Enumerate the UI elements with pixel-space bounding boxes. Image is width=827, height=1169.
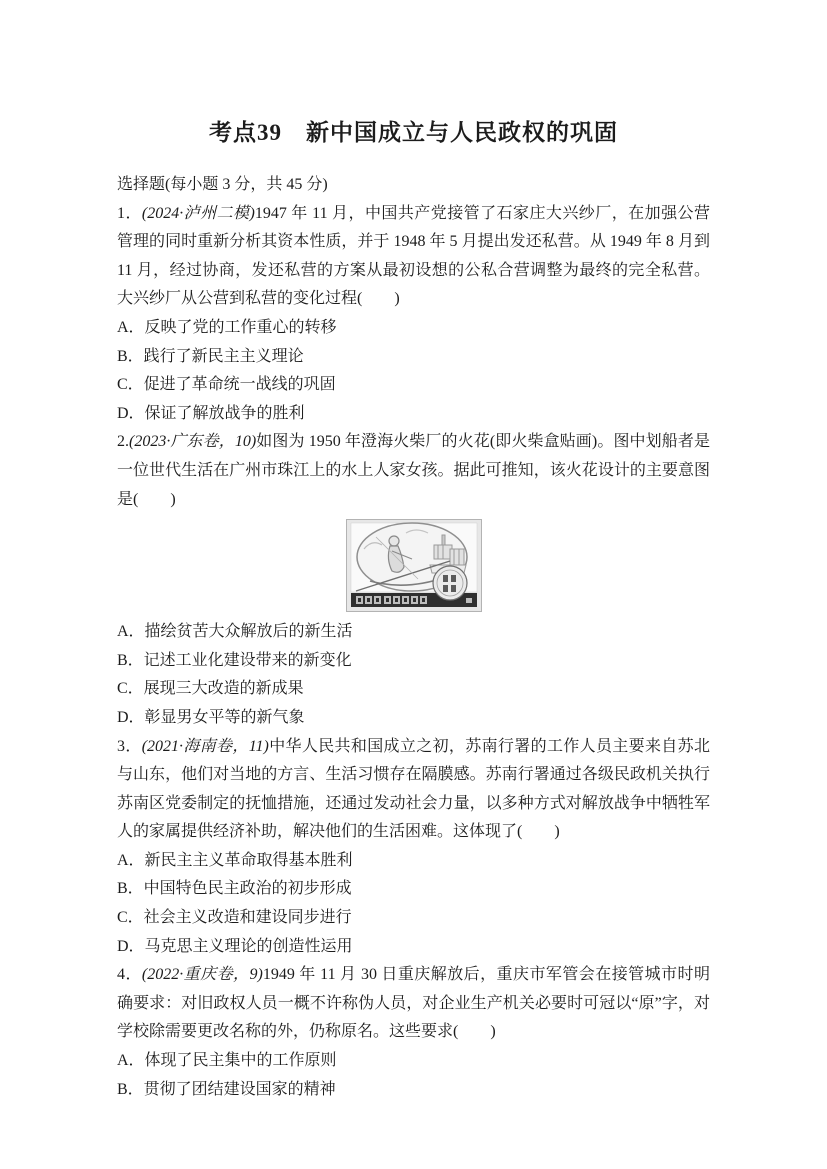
page-title: 考点39 新中国成立与人民政权的巩固 bbox=[209, 120, 618, 145]
question-2-option-a: A．描绘贫苦大众解放后的新生活 bbox=[117, 623, 353, 641]
question-3-number: 3． bbox=[117, 737, 142, 755]
seal-stamp bbox=[433, 566, 467, 600]
question-2-number: 2. bbox=[117, 433, 129, 451]
question-4-option-a: A．体现了民主集中的工作原则 bbox=[117, 1052, 337, 1070]
question-2-option-d: D．彰显男女平等的新气象 bbox=[117, 708, 305, 726]
question-4-option-b: B．贯彻了团结建设国家的精神 bbox=[117, 1080, 336, 1098]
question-2-option-b: B．记述工业化建设带来的新变化 bbox=[117, 651, 352, 669]
question-1-option-a: A．反映了党的工作重心的转移 bbox=[117, 318, 337, 336]
question-1-stem bbox=[117, 200, 710, 314]
question-3-option-d: D．马克思主义理论的创造性运用 bbox=[117, 937, 353, 955]
question-2-source: (2023·广东卷，10) bbox=[129, 433, 257, 451]
question-1-text: 1947 年 11 月，中国共产党接管了石家庄大兴纱厂，在加强公营管理的同时重新分析其资本性质，并于 1948 年 5 月提出发还私营。从 1949 年 8 月到 11 月，经过协商，发还私营的方案从最初设想的公私合营调整为最终的完全私营。大兴纱厂从公营到私营的变化过程( ) bbox=[117, 204, 710, 308]
matchbox-label-image bbox=[346, 519, 482, 612]
question-4-source: (2022·重庆卷，9) bbox=[141, 966, 263, 984]
question-4-number: 4． bbox=[117, 966, 142, 984]
question-1-option-c: C．促进了革命统一战线的巩固 bbox=[117, 376, 336, 394]
question-2-stem bbox=[117, 428, 710, 514]
question-2-text: 如图为 1950 年澄海火柴厂的火花(即火柴盒贴画)。图中划船者是一位世代生活在广州市珠江上的水上人家女孩。据此可推知，该火花设计的主要意图是( ) bbox=[117, 433, 710, 508]
question-3-option-a: A．新民主主义革命取得基本胜利 bbox=[117, 851, 353, 869]
question-3-source: (2021·海南卷，11) bbox=[141, 737, 269, 755]
question-3-stem bbox=[117, 733, 710, 847]
section-header: 选择题(每小题 3 分，共 45 分) bbox=[117, 176, 328, 193]
question-3-option-c: C．社会主义改造和建设同步进行 bbox=[117, 909, 352, 927]
question-4 bbox=[117, 961, 710, 1104]
question-1-option-b: B．践行了新民主主义理论 bbox=[117, 347, 304, 365]
question-1-option-d: D．保证了解放战争的胜利 bbox=[117, 404, 305, 422]
matchbox-figure bbox=[117, 519, 710, 612]
question-1 bbox=[117, 200, 710, 429]
question-2-option-c: C．展现三大改造的新成果 bbox=[117, 680, 304, 698]
question-3 bbox=[117, 733, 710, 962]
question-1-number: 1． bbox=[117, 204, 142, 222]
question-3-option-b: B．中国特色民主政治的初步形成 bbox=[117, 880, 352, 898]
question-2 bbox=[117, 428, 710, 732]
question-1-source: (2024·泸州二模) bbox=[141, 204, 255, 222]
question-3-text: 中华人民共和国成立之初，苏南行署的工作人员主要来自苏北与山东，他们对当地的方言、生活习惯存在隔膜感。苏南行署通过各级民政机关执行苏南区党委制定的抚恤措施，还通过发动社会力量，以多种方式对解放战争中牺牲军人的家属提供经济补助，解决他们的生活困难。这体现了( ) bbox=[117, 737, 710, 841]
question-4-stem bbox=[117, 961, 710, 1047]
question-4-text: 1949 年 11 月 30 日重庆解放后，重庆市军管会在接管城市时明确要求：对旧政权人员一概不许称伪人员，对企业生产机关必要时可冠以“原”字，对学校除需要更改名称的外，仍称原名。这些要求( ) bbox=[117, 966, 710, 1041]
